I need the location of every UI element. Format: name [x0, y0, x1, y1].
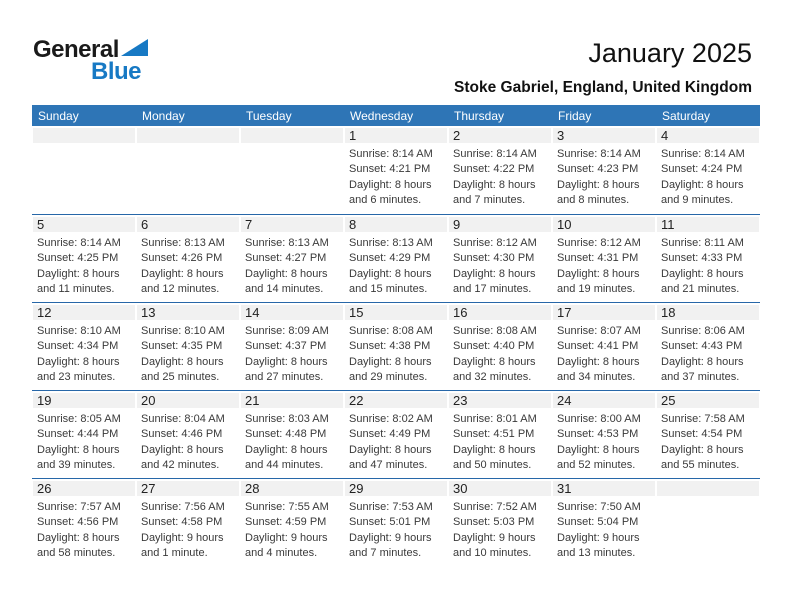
daylight-text-line1: Daylight: 9 hours [453, 531, 536, 544]
day-details [32, 496, 136, 561]
day-details [552, 408, 656, 473]
sunrise-text: Sunrise: 7:57 AM [37, 501, 121, 513]
daylight-text-line1: Daylight: 8 hours [661, 178, 744, 191]
empty-day-cell [32, 126, 136, 214]
day-number: 27 [141, 481, 156, 496]
brand-logo [33, 38, 148, 84]
weekday-header-monday: Monday [142, 108, 185, 123]
day-details [656, 320, 760, 385]
daylight-text-line2: and 10 minutes. [453, 546, 532, 559]
empty-day-cell [656, 479, 760, 566]
sunrise-text: Sunrise: 8:07 AM [557, 325, 641, 337]
sunset-text: Sunset: 4:48 PM [245, 428, 327, 441]
day-number-band [657, 128, 759, 143]
day-cell [552, 303, 656, 390]
day-cell [344, 303, 448, 390]
sunrise-text: Sunrise: 8:00 AM [557, 413, 641, 425]
daylight-text-line1: Daylight: 8 hours [37, 267, 120, 280]
sunrise-text: Sunrise: 8:14 AM [349, 148, 433, 160]
day-details [240, 320, 344, 385]
sunset-text: Sunset: 4:56 PM [37, 516, 119, 529]
daylight-text-line1: Daylight: 8 hours [661, 267, 744, 280]
day-number: 5 [37, 217, 45, 232]
daylight-text-line2: and 6 minutes. [349, 193, 422, 206]
day-number: 30 [453, 481, 468, 496]
sunrise-text: Sunrise: 8:13 AM [141, 237, 225, 249]
daylight-text-line2: and 27 minutes. [245, 370, 324, 383]
daylight-text-line1: Daylight: 8 hours [37, 443, 120, 456]
daylight-text-line2: and 52 minutes. [557, 458, 636, 471]
day-number-band [657, 393, 759, 408]
day-number: 10 [557, 217, 572, 232]
daylight-text-line2: and 7 minutes. [453, 193, 526, 206]
day-number-band [345, 481, 447, 496]
daylight-text-line2: and 34 minutes. [557, 370, 636, 383]
daylight-text-line2: and 44 minutes. [245, 458, 324, 471]
weekday-header-friday: Friday [558, 108, 592, 123]
sunset-text: Sunset: 4:54 PM [661, 428, 743, 441]
sunset-text: Sunset: 5:04 PM [557, 516, 639, 529]
day-details [32, 232, 136, 297]
day-number-band [449, 393, 551, 408]
sunset-text: Sunset: 4:34 PM [37, 340, 119, 353]
sunset-text: Sunset: 4:46 PM [141, 428, 223, 441]
day-cell [136, 391, 240, 478]
sunset-text: Sunset: 4:49 PM [349, 428, 431, 441]
sunset-text: Sunset: 4:43 PM [661, 340, 743, 353]
daylight-text-line2: and 25 minutes. [141, 370, 220, 383]
day-details [136, 232, 240, 297]
brand-triangle-icon [121, 39, 148, 56]
day-number-band [33, 481, 135, 496]
sunrise-text: Sunrise: 8:10 AM [141, 325, 225, 337]
sunset-text: Sunset: 4:30 PM [453, 252, 535, 265]
day-details [344, 320, 448, 385]
day-cell [656, 126, 760, 214]
daylight-text-line1: Daylight: 8 hours [141, 443, 224, 456]
daylight-text-line1: Daylight: 8 hours [453, 443, 536, 456]
day-number-band [345, 305, 447, 320]
day-number-band [345, 393, 447, 408]
sunrise-text: Sunrise: 8:03 AM [245, 413, 329, 425]
sunset-text: Sunset: 4:41 PM [557, 340, 639, 353]
weekday-header-thursday: Thursday [454, 108, 505, 123]
day-number-band [345, 217, 447, 232]
week-row [32, 478, 760, 566]
daylight-text-line2: and 23 minutes. [37, 370, 116, 383]
day-cell [344, 391, 448, 478]
weekday-header-sunday: Sunday [38, 108, 79, 123]
sunrise-text: Sunrise: 8:08 AM [349, 325, 433, 337]
day-number: 7 [245, 217, 253, 232]
sunrise-text: Sunrise: 8:05 AM [37, 413, 121, 425]
day-number-band [449, 481, 551, 496]
day-details [344, 232, 448, 297]
day-details [552, 320, 656, 385]
daylight-text-line1: Daylight: 8 hours [349, 267, 432, 280]
day-number-band [449, 305, 551, 320]
day-details [136, 320, 240, 385]
day-number: 20 [141, 393, 156, 408]
sunset-text: Sunset: 4:26 PM [141, 252, 223, 265]
daylight-text-line1: Daylight: 9 hours [141, 531, 224, 544]
sunrise-text: Sunrise: 8:12 AM [453, 237, 537, 249]
day-details [656, 143, 760, 208]
sunrise-text: Sunrise: 8:08 AM [453, 325, 537, 337]
day-number: 1 [349, 128, 357, 143]
day-cell [136, 215, 240, 302]
sunset-text: Sunset: 5:01 PM [349, 516, 431, 529]
daylight-text-line1: Daylight: 9 hours [349, 531, 432, 544]
day-details [344, 408, 448, 473]
daylight-text-line2: and 29 minutes. [349, 370, 428, 383]
sunrise-text: Sunrise: 8:01 AM [453, 413, 537, 425]
day-cell [32, 303, 136, 390]
daylight-text-line2: and 11 minutes. [37, 282, 115, 295]
sunset-text: Sunset: 4:51 PM [453, 428, 535, 441]
sunset-text: Sunset: 4:22 PM [453, 163, 535, 176]
day-details [448, 232, 552, 297]
day-cell [32, 479, 136, 566]
day-cell [32, 391, 136, 478]
daylight-text-line2: and 21 minutes. [661, 282, 740, 295]
day-cell [136, 479, 240, 566]
day-cell [656, 215, 760, 302]
sunrise-text: Sunrise: 7:58 AM [661, 413, 745, 425]
daylight-text-line1: Daylight: 8 hours [453, 355, 536, 368]
day-details [136, 496, 240, 561]
brand-word-general: General [33, 36, 119, 63]
day-number-band [137, 393, 239, 408]
title-block [454, 38, 752, 97]
calendar-table [32, 105, 760, 566]
day-number-band [241, 128, 343, 143]
daylight-text-line2: and 7 minutes. [349, 546, 422, 559]
day-number-band [657, 217, 759, 232]
day-cell [240, 215, 344, 302]
day-number-band [657, 305, 759, 320]
empty-day-cell [136, 126, 240, 214]
day-details [552, 496, 656, 561]
week-row [32, 214, 760, 302]
sunset-text: Sunset: 4:59 PM [245, 516, 327, 529]
sunrise-text: Sunrise: 8:12 AM [557, 237, 641, 249]
day-details [448, 408, 552, 473]
weekday-header-saturday: Saturday [662, 108, 711, 123]
day-details [656, 232, 760, 297]
sunrise-text: Sunrise: 7:52 AM [453, 501, 537, 513]
daylight-text-line2: and 37 minutes. [661, 370, 740, 383]
sunset-text: Sunset: 4:40 PM [453, 340, 535, 353]
day-number: 12 [37, 305, 52, 320]
day-number-band [137, 217, 239, 232]
day-details [344, 143, 448, 208]
daylight-text-line2: and 14 minutes. [245, 282, 324, 295]
day-number-band [553, 128, 655, 143]
week-row [32, 390, 760, 478]
daylight-text-line2: and 50 minutes. [453, 458, 532, 471]
day-details [552, 232, 656, 297]
empty-day-cell [240, 126, 344, 214]
sunrise-text: Sunrise: 8:13 AM [349, 237, 433, 249]
day-details [32, 408, 136, 473]
day-cell [552, 215, 656, 302]
sunrise-text: Sunrise: 8:04 AM [141, 413, 225, 425]
daylight-text-line2: and 13 minutes. [557, 546, 636, 559]
daylight-text-line1: Daylight: 8 hours [557, 355, 640, 368]
sunset-text: Sunset: 5:03 PM [453, 516, 535, 529]
day-cell [656, 391, 760, 478]
sunrise-text: Sunrise: 8:11 AM [661, 237, 744, 249]
day-details [240, 232, 344, 297]
day-number: 2 [453, 128, 461, 143]
sunset-text: Sunset: 4:25 PM [37, 252, 119, 265]
day-details [240, 496, 344, 561]
daylight-text-line1: Daylight: 8 hours [557, 178, 640, 191]
day-cell [656, 303, 760, 390]
daylight-text-line1: Daylight: 9 hours [245, 531, 328, 544]
daylight-text-line2: and 39 minutes. [37, 458, 116, 471]
week-row [32, 126, 760, 214]
daylight-text-line1: Daylight: 8 hours [37, 531, 120, 544]
day-number-band [553, 393, 655, 408]
day-number: 28 [245, 481, 260, 496]
daylight-text-line2: and 42 minutes. [141, 458, 220, 471]
day-cell [552, 126, 656, 214]
day-number-band [345, 128, 447, 143]
day-number-band [137, 128, 239, 143]
day-number-band [33, 393, 135, 408]
daylight-text-line1: Daylight: 8 hours [453, 178, 536, 191]
day-details [448, 143, 552, 208]
day-cell [240, 391, 344, 478]
weekday-header-wednesday: Wednesday [350, 108, 414, 123]
daylight-text-line2: and 17 minutes. [453, 282, 532, 295]
day-number: 21 [245, 393, 260, 408]
daylight-text-line1: Daylight: 8 hours [141, 267, 224, 280]
sunrise-text: Sunrise: 8:14 AM [37, 237, 121, 249]
daylight-text-line2: and 55 minutes. [661, 458, 740, 471]
sunset-text: Sunset: 4:37 PM [245, 340, 327, 353]
day-cell [552, 391, 656, 478]
day-number: 3 [557, 128, 565, 143]
day-number: 23 [453, 393, 468, 408]
daylight-text-line2: and 32 minutes. [453, 370, 532, 383]
weekday-header-row [32, 105, 760, 126]
daylight-text-line1: Daylight: 8 hours [245, 267, 328, 280]
day-cell [240, 479, 344, 566]
sunrise-text: Sunrise: 7:53 AM [349, 501, 433, 513]
daylight-text-line1: Daylight: 8 hours [349, 178, 432, 191]
day-number: 22 [349, 393, 364, 408]
sunrise-text: Sunrise: 8:14 AM [661, 148, 745, 160]
day-cell [448, 215, 552, 302]
day-details [136, 408, 240, 473]
sunset-text: Sunset: 4:21 PM [349, 163, 431, 176]
day-number-band [137, 305, 239, 320]
day-cell [448, 479, 552, 566]
sunrise-text: Sunrise: 8:14 AM [557, 148, 641, 160]
sunrise-text: Sunrise: 8:10 AM [37, 325, 121, 337]
sunset-text: Sunset: 4:44 PM [37, 428, 119, 441]
daylight-text-line1: Daylight: 8 hours [245, 443, 328, 456]
day-number: 16 [453, 305, 468, 320]
day-cell [448, 126, 552, 214]
daylight-text-line2: and 12 minutes. [141, 282, 220, 295]
daylight-text-line1: Daylight: 8 hours [557, 267, 640, 280]
daylight-text-line2: and 9 minutes. [661, 193, 734, 206]
day-number: 31 [557, 481, 572, 496]
calendar-weeks [32, 126, 760, 566]
day-number-band [241, 393, 343, 408]
sunset-text: Sunset: 4:29 PM [349, 252, 431, 265]
day-number-band [33, 217, 135, 232]
daylight-text-line2: and 47 minutes. [349, 458, 428, 471]
sunset-text: Sunset: 4:35 PM [141, 340, 223, 353]
day-details [656, 408, 760, 473]
day-number: 4 [661, 128, 669, 143]
month-title: January 2025 [588, 38, 752, 68]
day-number: 11 [661, 217, 675, 232]
day-number: 19 [37, 393, 52, 408]
daylight-text-line2: and 8 minutes. [557, 193, 630, 206]
day-details [448, 320, 552, 385]
day-number-band [553, 481, 655, 496]
day-number: 26 [37, 481, 52, 496]
sunset-text: Sunset: 4:38 PM [349, 340, 431, 353]
day-cell [240, 303, 344, 390]
sunrise-text: Sunrise: 8:14 AM [453, 148, 537, 160]
daylight-text-line1: Daylight: 8 hours [245, 355, 328, 368]
sunset-text: Sunset: 4:31 PM [557, 252, 639, 265]
day-number-band [33, 305, 135, 320]
day-cell [448, 391, 552, 478]
day-cell [344, 215, 448, 302]
day-number: 13 [141, 305, 156, 320]
day-number-band [449, 217, 551, 232]
sunrise-text: Sunrise: 7:55 AM [245, 501, 329, 513]
day-details [448, 496, 552, 561]
weekday-header-tuesday: Tuesday [246, 108, 292, 123]
daylight-text-line1: Daylight: 8 hours [37, 355, 120, 368]
day-cell [552, 479, 656, 566]
day-number-band [241, 481, 343, 496]
daylight-text-line1: Daylight: 9 hours [557, 531, 640, 544]
day-cell [448, 303, 552, 390]
daylight-text-line1: Daylight: 8 hours [349, 443, 432, 456]
day-number: 9 [453, 217, 461, 232]
day-number-band [449, 128, 551, 143]
day-cell [32, 215, 136, 302]
day-number-band [241, 217, 343, 232]
daylight-text-line1: Daylight: 8 hours [661, 443, 744, 456]
day-details [32, 320, 136, 385]
brand-word-blue: Blue [91, 58, 142, 85]
day-details [552, 143, 656, 208]
sunrise-text: Sunrise: 8:02 AM [349, 413, 433, 425]
day-number-band [241, 305, 343, 320]
daylight-text-line1: Daylight: 8 hours [557, 443, 640, 456]
sunrise-text: Sunrise: 7:50 AM [557, 501, 641, 513]
daylight-text-line2: and 15 minutes. [349, 282, 428, 295]
sunset-text: Sunset: 4:27 PM [245, 252, 327, 265]
sunset-text: Sunset: 4:58 PM [141, 516, 223, 529]
day-number: 29 [349, 481, 364, 496]
day-cell [136, 303, 240, 390]
day-number-band [657, 481, 759, 496]
daylight-text-line1: Daylight: 8 hours [453, 267, 536, 280]
day-number: 18 [661, 305, 676, 320]
day-number: 6 [141, 217, 149, 232]
day-details [344, 496, 448, 561]
sunrise-text: Sunrise: 8:09 AM [245, 325, 329, 337]
location-subtitle: Stoke Gabriel, England, United Kingdom [454, 79, 752, 96]
sunset-text: Sunset: 4:24 PM [661, 163, 743, 176]
day-number-band [137, 481, 239, 496]
daylight-text-line1: Daylight: 8 hours [141, 355, 224, 368]
day-number: 8 [349, 217, 357, 232]
day-number: 17 [557, 305, 572, 320]
day-cell [344, 479, 448, 566]
day-number: 24 [557, 393, 572, 408]
day-number-band [33, 128, 135, 143]
day-number: 25 [661, 393, 676, 408]
day-number: 14 [245, 305, 260, 320]
daylight-text-line1: Daylight: 8 hours [349, 355, 432, 368]
daylight-text-line2: and 4 minutes. [245, 546, 318, 559]
day-cell [344, 126, 448, 214]
sunset-text: Sunset: 4:23 PM [557, 163, 639, 176]
sunrise-text: Sunrise: 7:56 AM [141, 501, 225, 513]
day-number-band [553, 305, 655, 320]
daylight-text-line2: and 58 minutes. [37, 546, 116, 559]
sunrise-text: Sunrise: 8:13 AM [245, 237, 329, 249]
day-number-band [553, 217, 655, 232]
week-row [32, 302, 760, 390]
sunrise-text: Sunrise: 8:06 AM [661, 325, 745, 337]
daylight-text-line1: Daylight: 8 hours [661, 355, 744, 368]
sunset-text: Sunset: 4:33 PM [661, 252, 743, 265]
day-details [240, 408, 344, 473]
daylight-text-line2: and 19 minutes. [557, 282, 636, 295]
day-number: 15 [349, 305, 364, 320]
daylight-text-line2: and 1 minute. [141, 546, 208, 559]
sunset-text: Sunset: 4:53 PM [557, 428, 639, 441]
